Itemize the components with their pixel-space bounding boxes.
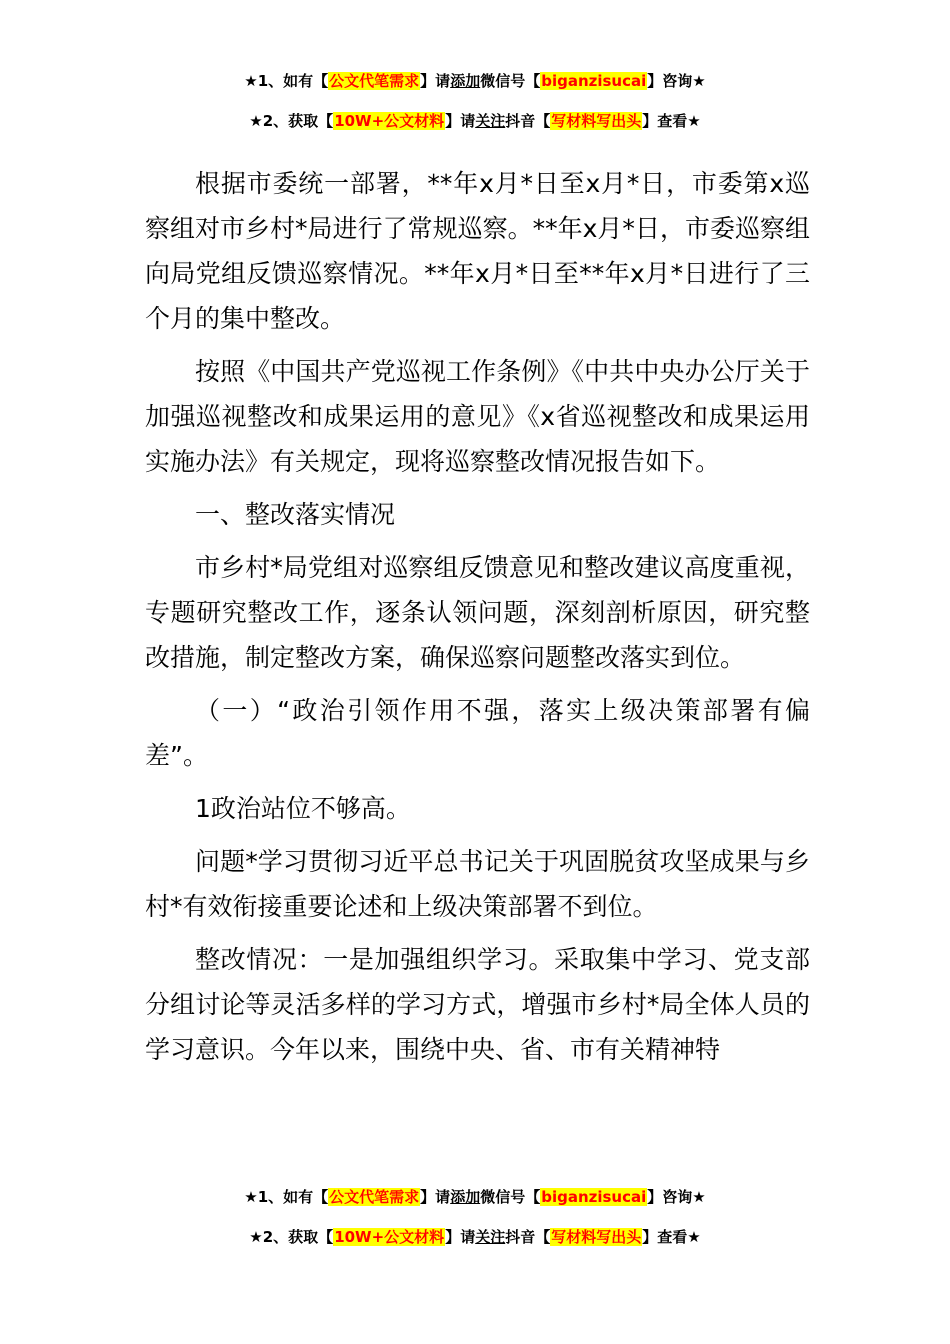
banner-text: 】请 (445, 1228, 476, 1246)
banner-underline: 添加 (450, 1188, 481, 1206)
banner-text: ★2、获取【 (249, 112, 334, 130)
banner-text: 】咨询★ (647, 1188, 706, 1206)
footer-banner-line-1 (0, 1186, 950, 1208)
banner-highlight: 写材料写出头 (551, 1228, 642, 1246)
subsection-heading: （一）“政治引领作用不强，落实上级决策部署有偏差”。 (145, 696, 810, 770)
banner-highlight: biganzisucai (541, 1188, 647, 1206)
banner-underline: 添加 (450, 72, 481, 90)
banner-text: ★1、如有【 (244, 72, 329, 90)
item-heading: 1政治站位不够高。 (195, 794, 411, 823)
banner-underline: 关注 (475, 1228, 506, 1246)
banner-highlight: 10W+公文材料 (334, 1228, 445, 1246)
banner-text: 】请 (420, 1188, 451, 1206)
footer-banner-line-2 (0, 1226, 950, 1248)
banner-text: 微信号【 (480, 1188, 541, 1206)
banner-text: 】请 (445, 112, 476, 130)
banner-text: 】请 (420, 72, 451, 90)
banner-text: 】咨询★ (647, 72, 706, 90)
banner-text: 抖音【 (505, 112, 551, 130)
banner-text: 抖音【 (505, 1228, 551, 1246)
paragraph: 按照《中国共产党巡视工作条例》《中共中央办公厅关于加强巡视整改和成果运用的意见》《x省巡视整改和成果运用实施办法》有关规定，现将巡察整改情况报告如下。 (145, 357, 810, 476)
banner-highlight: 10W+公文材料 (334, 112, 445, 130)
section-heading: 一、整改落实情况 (195, 500, 396, 529)
header-banner-line-2 (0, 110, 950, 132)
banner-text: 微信号【 (480, 72, 541, 90)
paragraph: 市乡村*局党组对巡察组反馈意见和整改建议高度重视，专题研究整改工作，逐条认领问题，深刻剖析原因，研究整改措施，制定整改方案，确保巡察问题整改落实到位。 (145, 553, 810, 672)
header-banner-line-1 (0, 70, 950, 92)
banner-text: ★1、如有【 (244, 1188, 329, 1206)
paragraph: 问题*学习贯彻习近平总书记关于巩固脱贫攻坚成果与乡村*有效衔接重要论述和上级决策部署不到位。 (145, 847, 810, 921)
banner-text: 】查看★ (642, 1228, 701, 1246)
banner-text: 】查看★ (642, 112, 701, 130)
banner-text: ★2、获取【 (249, 1228, 334, 1246)
banner-highlight: biganzisucai (541, 72, 647, 90)
paragraph: 根据市委统一部署，**年x月*日至x月*日，市委第x巡察组对市乡村*局进行了常规巡察。**年x月*日，市委巡察组向局党组反馈巡察情况。**年x月*日至**年x月*日进行了三个月的集中整改。 (145, 169, 810, 333)
banner-highlight: 公文代笔需求 (329, 72, 420, 90)
paragraph: 整改情况：一是加强组织学习。采取集中学习、党支部分组讨论等灵活多样的学习方式，增强市乡村*局全体人员的学习意识。今年以来，围绕中央、省、市有关精神特 (145, 945, 810, 1064)
banner-underline: 关注 (475, 112, 506, 130)
document-body (145, 161, 810, 1080)
banner-highlight: 公文代笔需求 (329, 1188, 420, 1206)
banner-highlight: 写材料写出头 (551, 112, 642, 130)
